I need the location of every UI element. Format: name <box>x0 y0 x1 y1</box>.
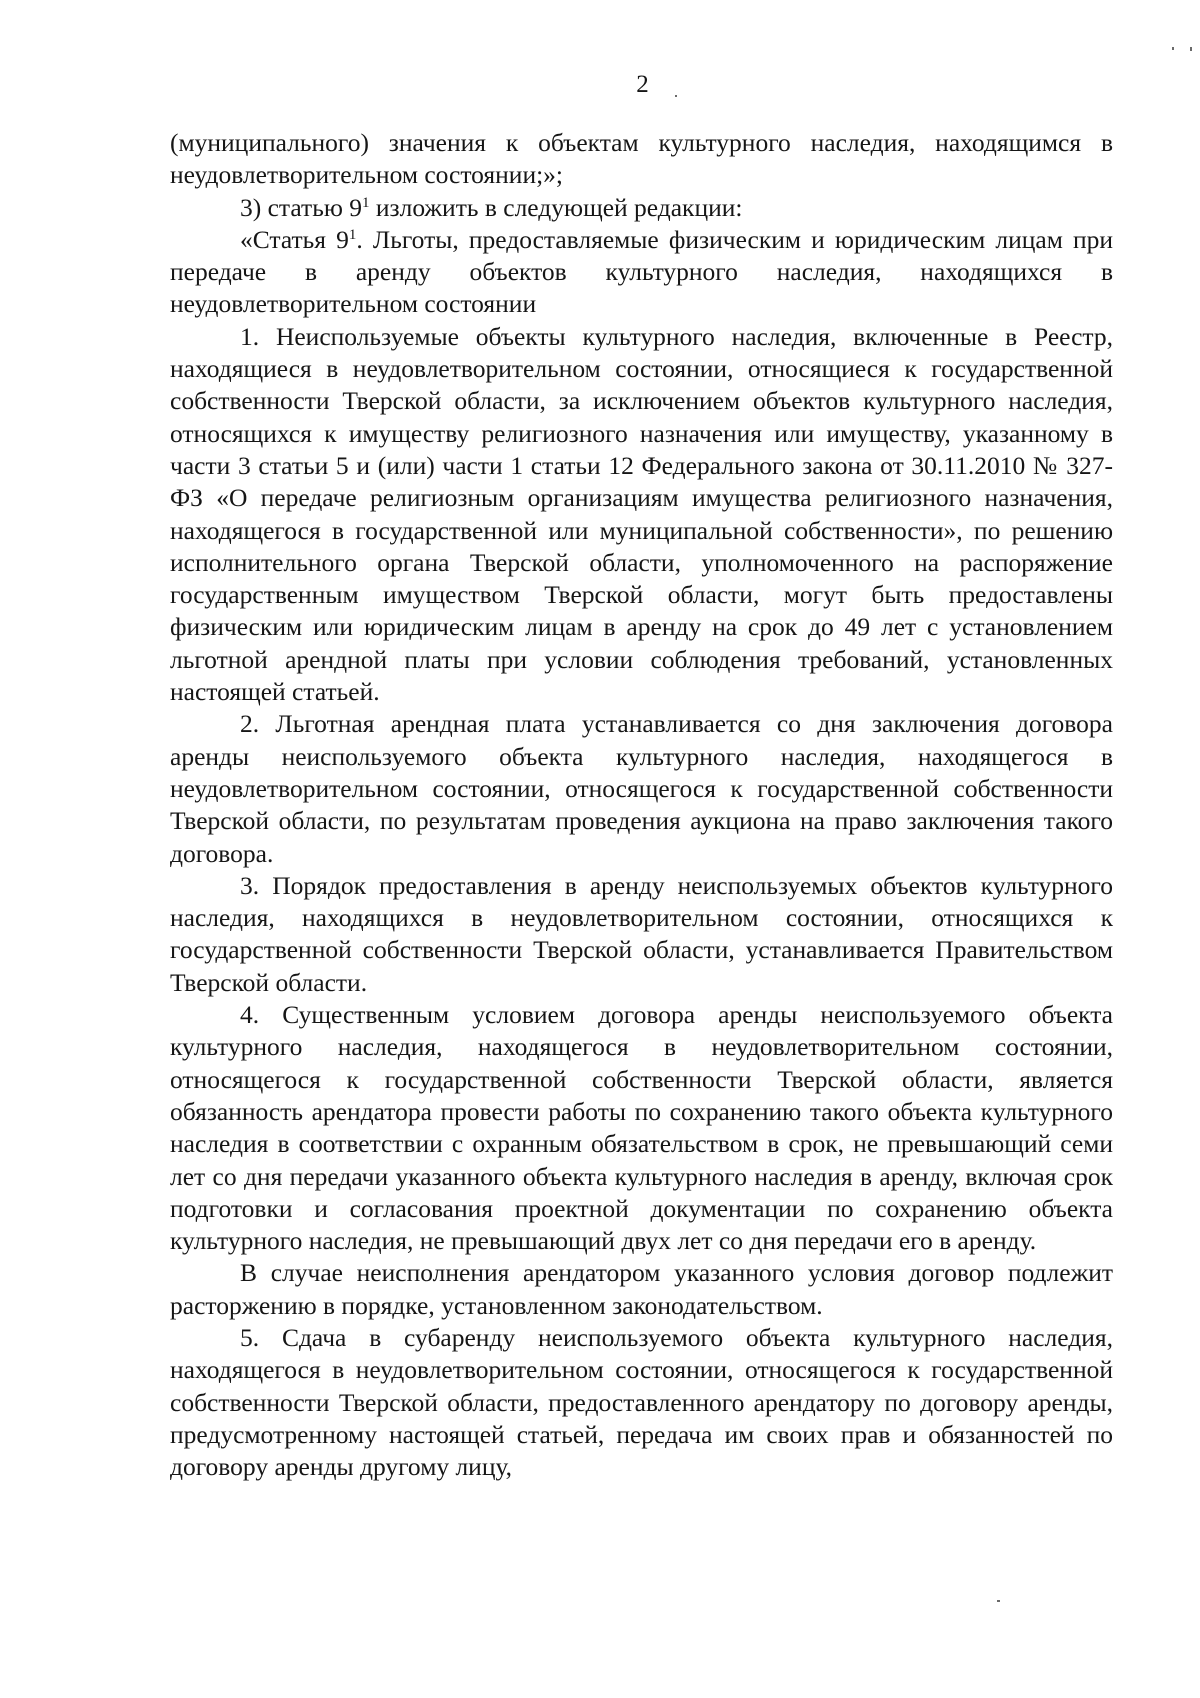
paragraph-clause-4-continuation: В случае неисполнения арендатором указанного условия договор подлежит расторжению в порядке, установленном законодательством. <box>170 1258 1113 1320</box>
scan-artifact <box>1172 47 1174 50</box>
scan-artifact <box>1190 47 1192 51</box>
paragraph-clause-2: 2. Льготная арендная плата устанавливается со дня заключения договора аренды неиспользуемого объекта культурного наследия, находящегося в неудовлетворительном состоянии, относящегося к государственной собственности Тверской области, по результатам проведения аукциона на право заключения такого договора. <box>170 709 1113 868</box>
superscript: 1 <box>348 226 357 243</box>
article-heading <box>170 224 1113 321</box>
page-number: 2 <box>636 71 649 98</box>
paragraph-clause-4: 4. Существенным условием договора аренды неиспользуемого объекта культурного наследия, находящегося в неудовлетворительном состоянии, относящегося к государственной собственности Тверской области, является обязанность арендатора провести работы по сохранению такого объекта культурного наследия в соответствии с охранным обязательством в срок, не превышающий семи лет со дня передачи указанного объекта культурного наследия в аренду, включая срок подготовки и согласования проектной документации по сохранению объекта культурного наследия, не превышающий двух лет со дня передачи его в аренду. <box>170 1000 1113 1256</box>
scan-artifact <box>997 1600 1000 1602</box>
paragraph-clause-3: 3. Порядок предоставления в аренду неиспользуемых объектов культурного наследия, находящихся в неудовлетворительном состоянии, относящихся к государственной собственности Тверской области, устанавливается Правительством Тверской области. <box>170 870 1113 997</box>
paragraph-continuation: (муниципального) значения к объектам культурного наследия, находящимся в неудовлетворительном состоянии;»; <box>170 128 1113 190</box>
document-body <box>170 127 1113 1483</box>
superscript: 1 <box>362 194 370 211</box>
paragraph-clause-1: 1. Неиспользуемые объекты культурного наследия, включенные в Реестр, находящиеся в неудовлетворительном состоянии, относящиеся к государственной собственности Тверской области, за исключением объектов культурного наследия, относящихся к имуществу религиозного назначения или имуществу, указанному в части 3 статьи 5 и (или) части 1 статьи 12 Федерального закона от 30.11.2010 № 327-ФЗ «О передаче религиозным организациям имущества религиозного назначения, находящегося в государственной или муниципальной собственности», по решению исполнительного органа Тверской области, уполномоченного на распоряжение государственным имуществом Тверской области, могут быть предоставлены физическим или юридическим лицам в аренду на срок до 49 лет с установлением льготной арендной платы при условии соблюдения требований, установленных настоящей статьей. <box>170 321 1113 707</box>
scan-artifact <box>675 95 677 97</box>
paragraph-text-part: . Льготы, предоставляемые физическим и юридическим лицам при передаче в аренду объектов культурного наследия, находящихся в неудовлетворительном состоянии <box>170 224 1113 319</box>
paragraph-text-part: 3) статью 9 <box>240 192 362 222</box>
paragraph-text-part: «Статья 9 <box>240 224 349 254</box>
paragraph-text-part: изложить в следующей редакции: <box>369 192 743 222</box>
paragraph-clause-5: 5. Сдача в субаренду неиспользуемого объекта культурного наследия, находящегося в неудовлетворительном состоянии, относящегося к государственной собственности Тверской области, предоставленного арендатору по договору аренды, предусмотренному настоящей статьей, передача им своих прав и обязанностей по договору аренды другому лицу, <box>170 1322 1113 1482</box>
paragraph-amendment-item-3 <box>170 192 1113 224</box>
